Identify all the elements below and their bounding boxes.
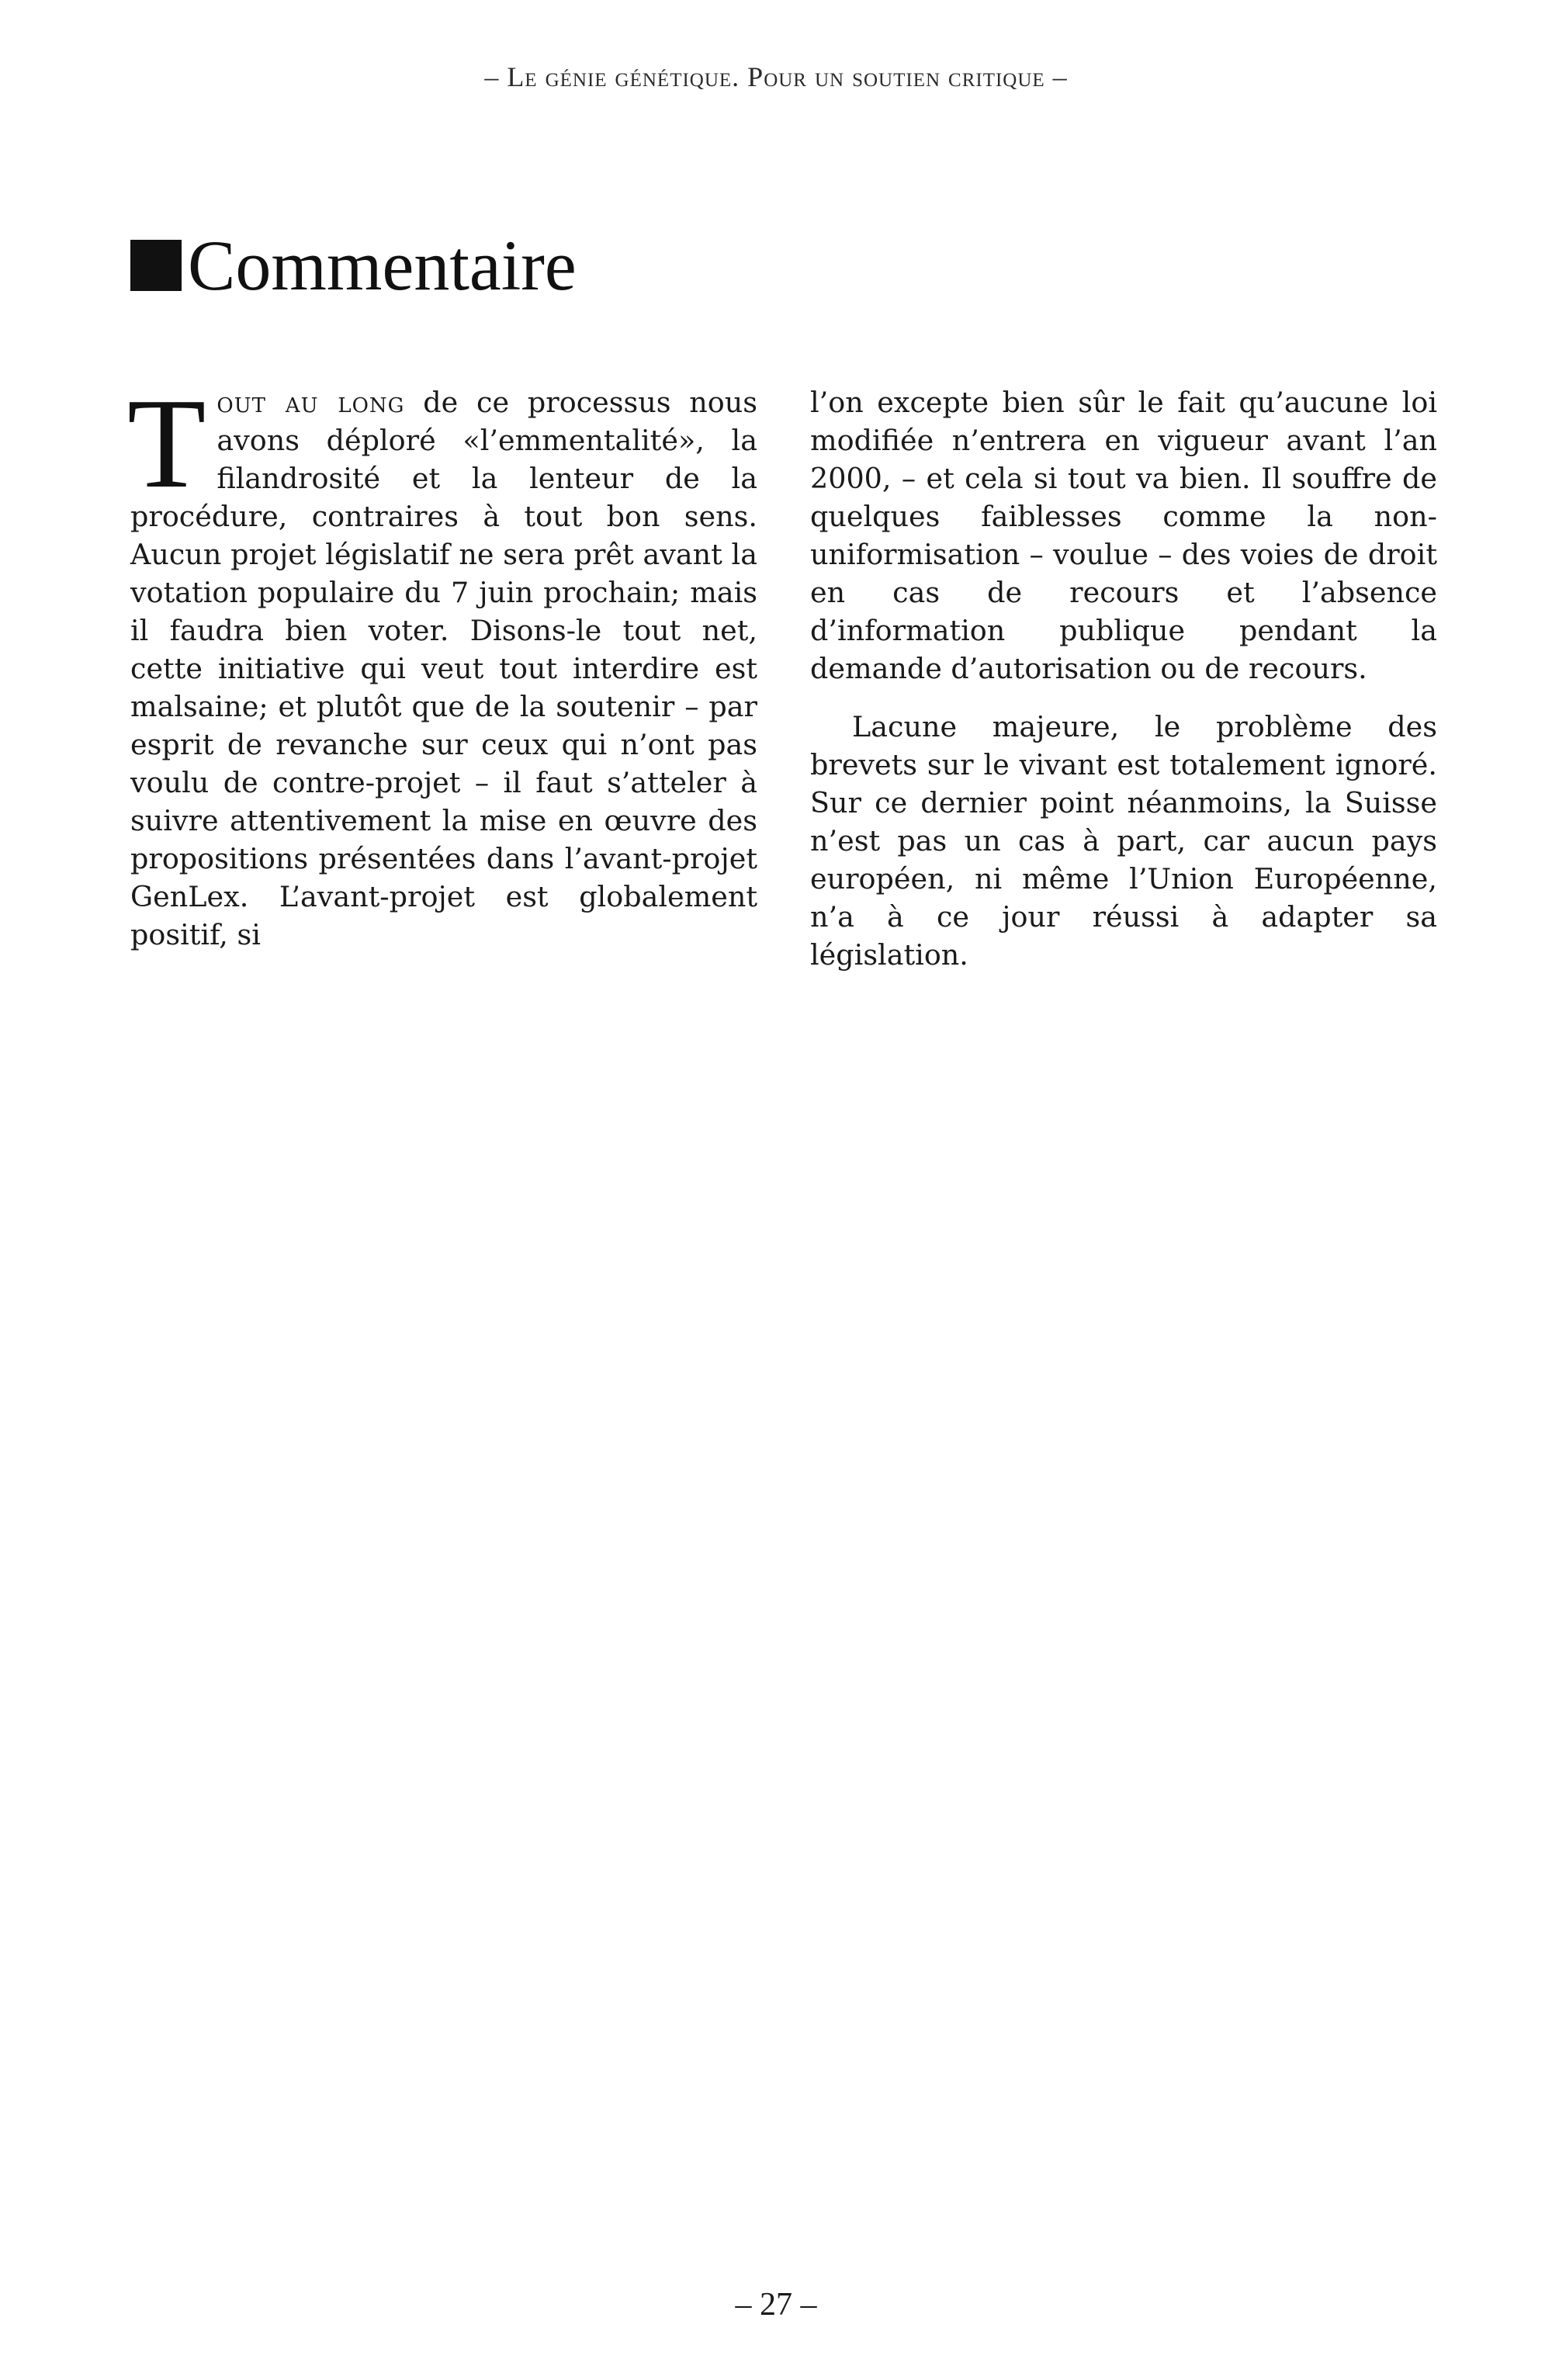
lead-in: out au long (217, 386, 405, 419)
running-header: – Le génie génétique. Pour un soutien critique – (484, 61, 1068, 92)
text-column-left (127, 372, 757, 974)
first-paragraph-text: de ce processus nous avons déploré «l’emmentalité», la filandrosité et la lenteur de la procédure, contraires à tout bon sens. Aucun projet législatif ne sera prêt avant la votation populaire du 7 juin prochain; mais il faudra bien voter. Disons-le tout net, cette initiative qui veut tout interdire est malsaine; et plutôt que de la soutenir – par esprit de revanche sur ceux qui n’ont pas voulu de contre-projet – il faut s’atteler à suivre attentivement la mise en œuvre des propositions présentées dans l’avant-projet GenLex. L’avant-projet est globalement positif, si (130, 386, 757, 951)
second-paragraph: Lacune majeure, le problème des brevets sur le vivant est totalement ignoré. Sur ce dernier point néanmoins, la Suisse n’est pas un cas à part, car aucun pays européen, ni même l’Union Européenne, n’a à ce jour réussi à adapter sa législation. (810, 710, 1437, 972)
text-column-right (810, 383, 1437, 994)
drop-cap: T (127, 372, 206, 514)
section-heading (130, 226, 577, 305)
page-number: – 27 – (735, 2287, 817, 2323)
first-paragraph (127, 372, 757, 954)
heading-square-bullet-icon (130, 240, 182, 291)
first-paragraph-continuation: l’on excepte bien sûr le fait qu’aucune loi modifiée n’entrera en vigueur avant l’an 2000, – et cela si tout va bien. Il souffre de quelques faiblesses comme la non-uniformisation – voulue – des voies de droit en cas de recours et l’absence d’information publique pendant la demande d’autorisation ou de recours. (810, 386, 1437, 685)
section-title: Commentaire (188, 226, 577, 305)
